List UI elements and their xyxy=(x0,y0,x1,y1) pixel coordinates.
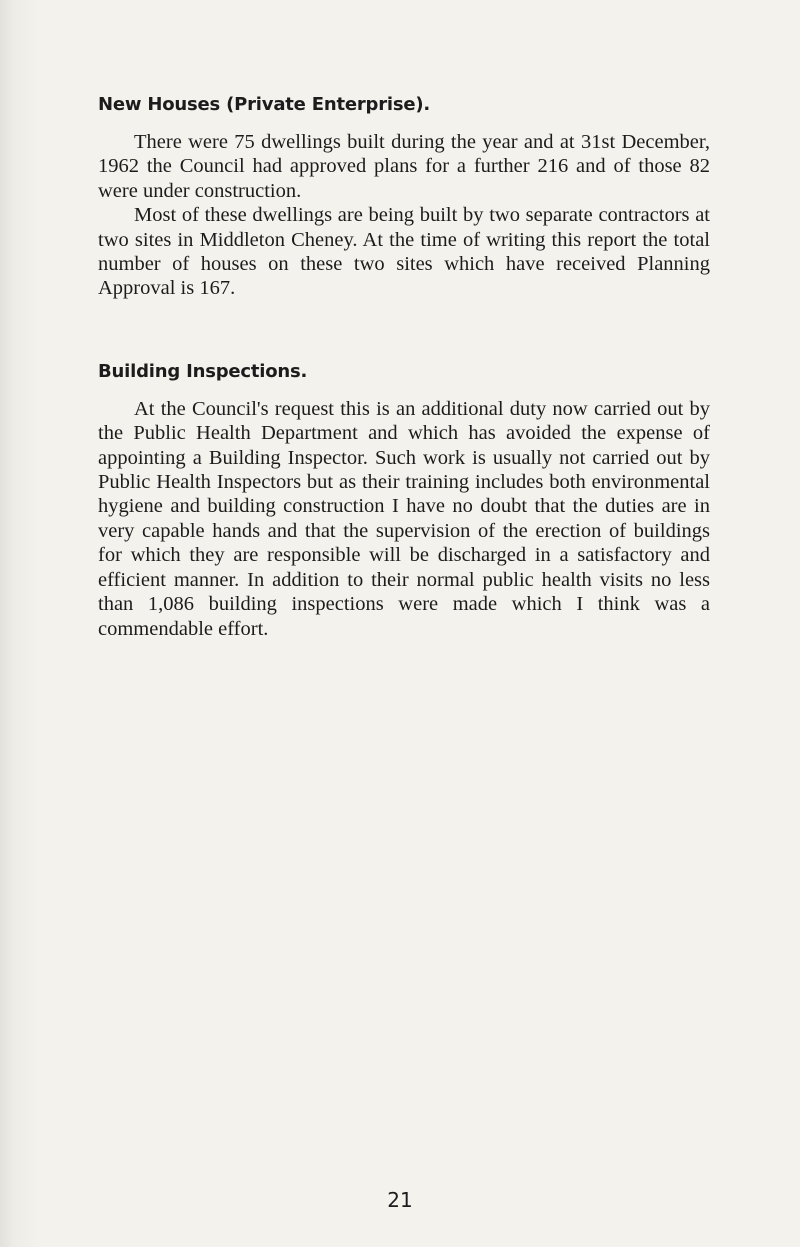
section-heading-new-houses: New Houses (Private Enterprise). xyxy=(98,94,431,115)
section-new-houses xyxy=(98,92,710,301)
section-spacer xyxy=(98,301,710,359)
paragraph-contractors: Most of these dwellings are being built by two separate contractors at two sites in Middleton Cheney. At the time of writing this report the total number of houses on these two sites which have received Planning Approval is 167. xyxy=(98,204,710,300)
page-number: 21 xyxy=(387,1188,413,1212)
paragraph-dwellings-built: There were 75 dwellings built during the year and at 31st December, 1962 the Council had approved plans for a further 216 and of those 82 were under construction. xyxy=(98,131,710,202)
section-heading-building-inspections: Building Inspections. xyxy=(98,360,308,382)
section-building-inspections xyxy=(98,359,710,641)
paragraph-inspections: At the Council's request this is an additional duty now carried out by the Public Health Department and which has avoided the expense of appointing a Building Inspector. Such work is usually not carried out by Public Health Inspectors but as their training includes both environmental hygiene and building construction I have no doubt that the duties are in very capable hands and that the supervision of the erection of buildings for which they are responsible will be discharged in a satisfactory and efficient manner. In addition to their normal public health visits no less than 1,086 building inspections were made which I think was a commendable effort. xyxy=(98,397,710,640)
page-content xyxy=(98,92,710,641)
